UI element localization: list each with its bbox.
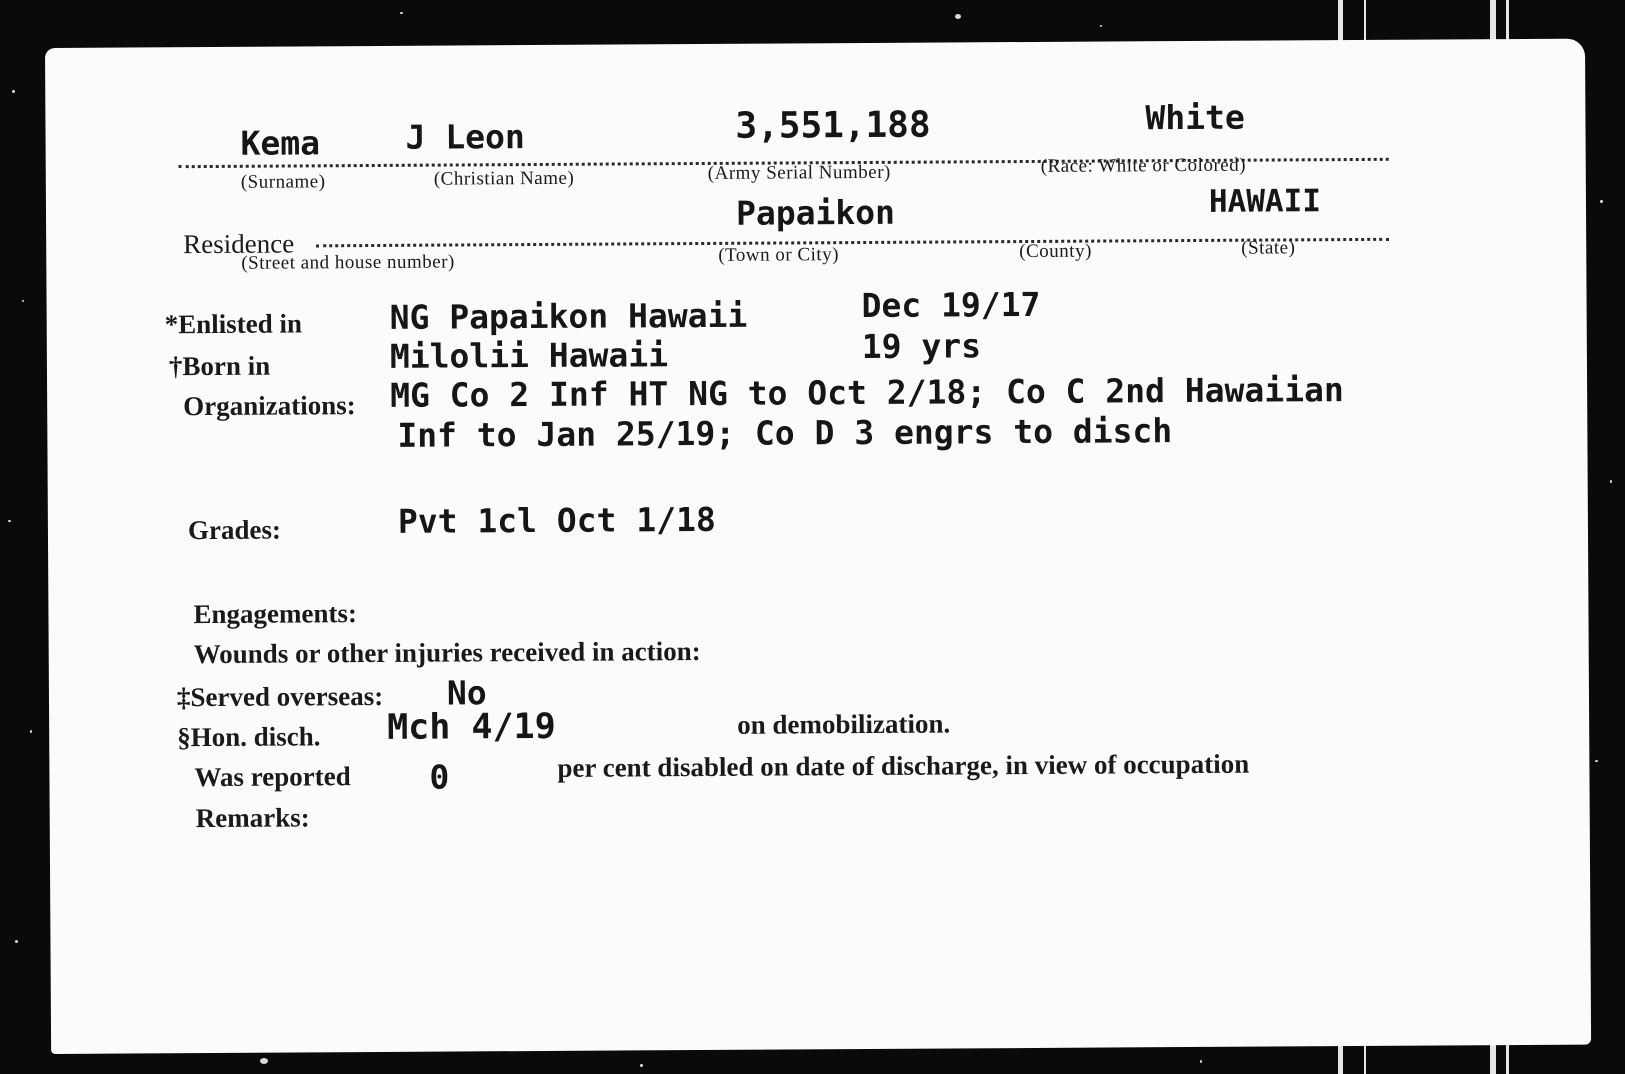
dust-speck — [15, 940, 18, 943]
born-place-value: Milolii Hawaii — [389, 335, 669, 376]
dust-speck — [22, 300, 24, 302]
dust-speck — [12, 90, 15, 93]
dust-speck — [400, 12, 403, 14]
residence-dotted-line — [316, 238, 1389, 248]
enlisted-label: *Enlisted in — [164, 308, 303, 340]
dust-speck — [260, 1058, 268, 1064]
served-overseas-label: ‡Served overseas: — [176, 680, 384, 713]
state-caption: (State) — [1241, 237, 1296, 259]
enlisted-date-value: Dec 19/17 — [861, 284, 1041, 326]
enlisted-place-value: NG Papaikon Hawaii — [389, 295, 748, 337]
dust-speck — [1100, 25, 1102, 27]
surname-value: Kema — [240, 123, 321, 163]
grades-label: Grades: — [187, 514, 282, 546]
serial-number-caption: (Army Serial Number) — [707, 161, 891, 184]
served-overseas-value: No — [446, 673, 487, 713]
dust-speck — [640, 1064, 643, 1067]
organizations-line-1: MG Co 2 Inf HT NG to Oct 2/18; Co C 2nd Hawaiian — [390, 370, 1344, 415]
race-caption: (Race: White or Colored) — [1040, 154, 1247, 177]
organizations-line-2: Inf to Jan 25/19; Co D 3 engrs to disch — [397, 411, 1173, 455]
born-label: †Born in — [168, 350, 271, 382]
serial-number-value: 3,551,188 — [735, 104, 931, 147]
disability-percent-value: 0 — [429, 757, 450, 797]
disability-suffix: per cent disabled on date of discharge, in view of occupation — [557, 748, 1250, 783]
dust-speck — [1595, 760, 1598, 762]
surname-caption: (Surname) — [240, 171, 326, 193]
dust-speck — [955, 14, 961, 19]
draft-record-card — [45, 39, 1591, 1054]
race-value: White — [1145, 97, 1245, 138]
dust-speck — [1600, 200, 1603, 203]
was-reported-label: Was reported — [194, 761, 351, 793]
town-value: Papaikon — [735, 192, 896, 233]
wounds-label: Wounds or other injuries received in action: — [193, 636, 701, 670]
dust-speck — [8, 520, 11, 522]
dust-speck — [1610, 480, 1612, 483]
honorable-discharge-label: §Hon. disch. — [177, 721, 321, 753]
engagements-label: Engagements: — [193, 598, 358, 630]
organizations-label: Organizations: — [183, 390, 356, 422]
dust-speck — [30, 730, 32, 733]
residence-label: Residence — [183, 228, 295, 260]
street-caption: (Street and house number) — [241, 251, 455, 274]
dust-speck — [1200, 1060, 1202, 1063]
town-caption: (Town or City) — [718, 244, 840, 266]
county-caption: (County) — [1019, 240, 1092, 263]
remarks-label: Remarks: — [195, 802, 310, 834]
discharge-suffix: on demobilization. — [737, 708, 951, 740]
christian-name-value: J Leon — [405, 117, 525, 157]
discharge-date-value: Mch 4/19 — [387, 706, 556, 748]
grades-value: Pvt 1cl Oct 1/18 — [397, 499, 716, 541]
christian-name-caption: (Christian Name) — [433, 167, 575, 190]
state-value: HAWAII — [1208, 183, 1322, 220]
age-value: 19 yrs — [861, 326, 982, 367]
